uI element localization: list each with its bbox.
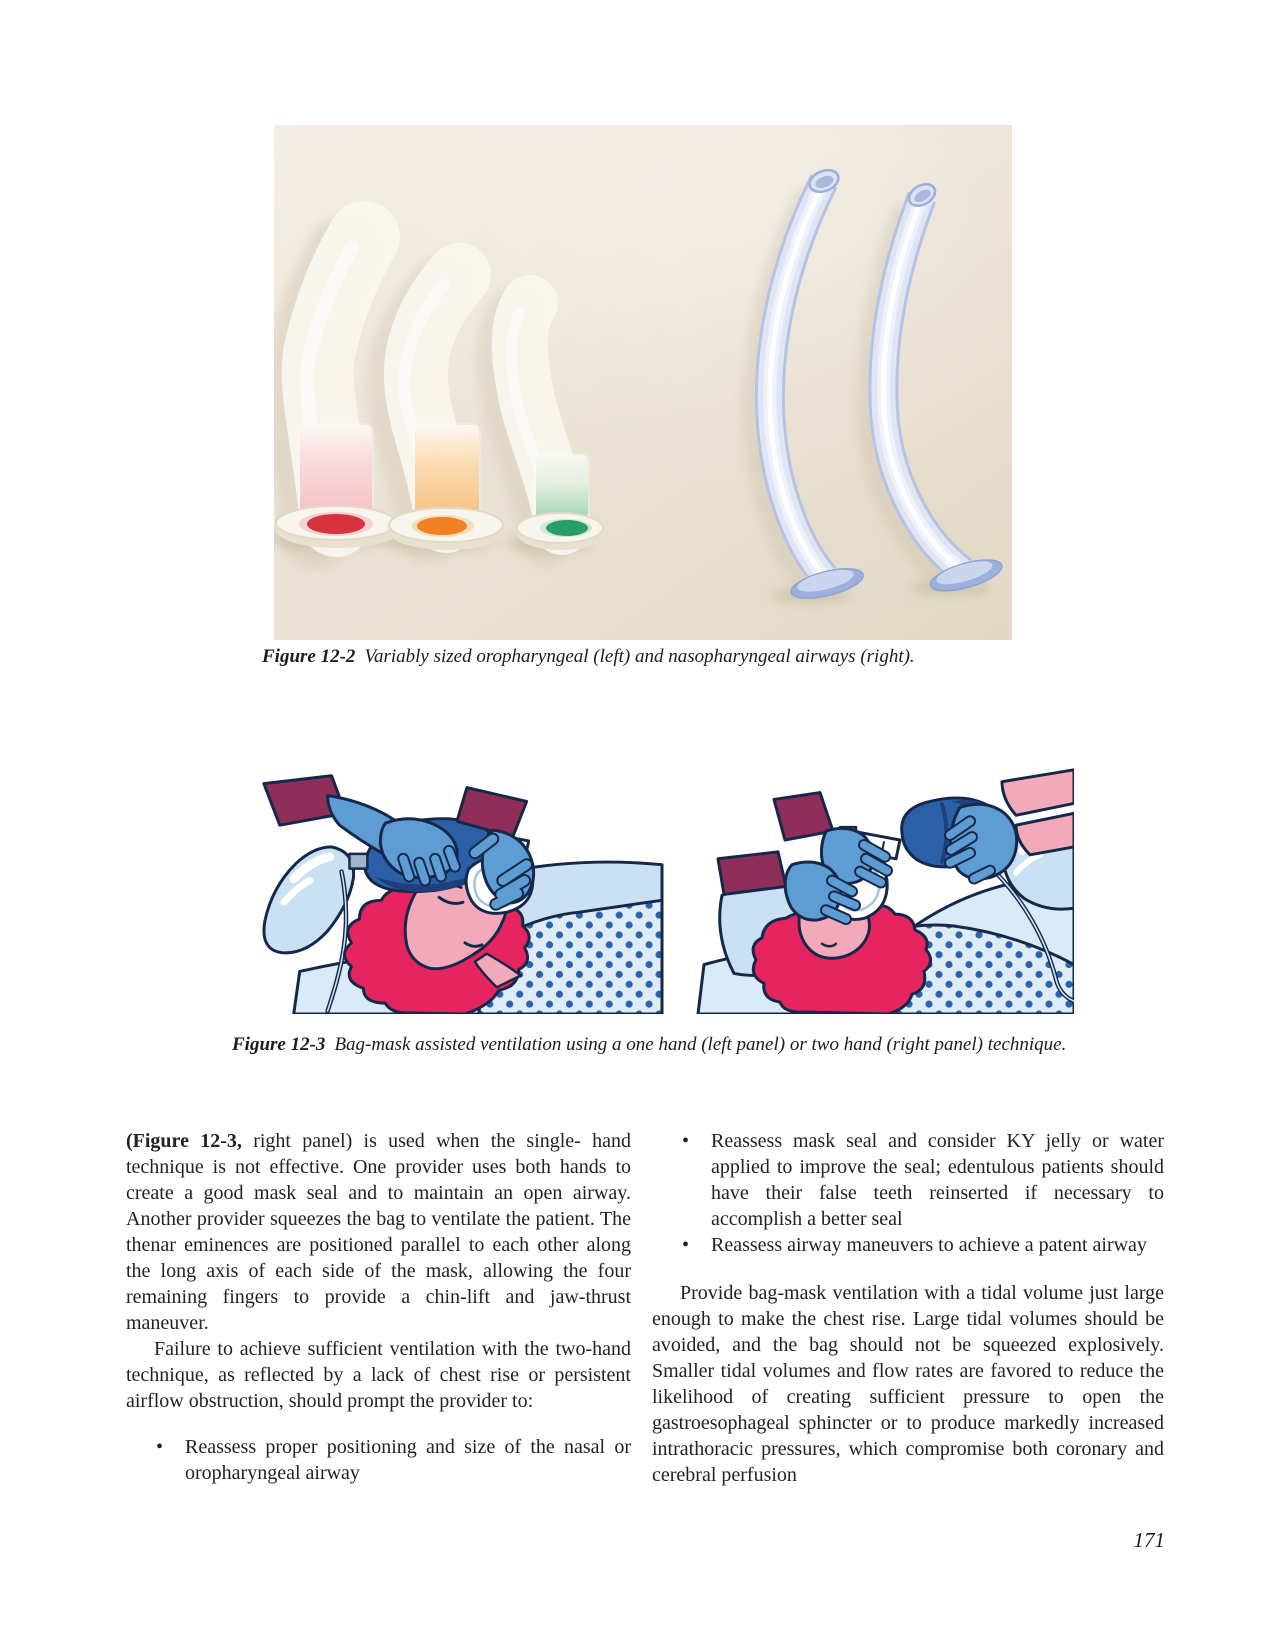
fingers	[860, 845, 887, 883]
figure-12-3-caption	[232, 1034, 1066, 1056]
bullet-list	[126, 1434, 631, 1486]
page-number: 171	[1133, 1528, 1165, 1552]
figure-12-2-photo	[274, 125, 1012, 640]
list-item-text: Reassess airway maneuvers to achieve a patent airway	[711, 1234, 1147, 1256]
list-item-text: Reassess proper positioning and size of the nasal or oropharyngeal airway	[185, 1436, 631, 1484]
provider-sleeve	[718, 852, 786, 895]
figure-12-2-caption	[262, 646, 915, 668]
green-size-indicator	[546, 520, 588, 536]
bullet-list	[652, 1128, 1164, 1258]
paragraph-text: right panel) is used when the single- hand technique is not effective. One provider uses both hands to create a good mask seal and to maintain an open airway. Another provider squeezes the bag to ventilate the patient. The thenar eminences are positioned parallel to each other along the long axis of each side of the mask, allowing the four remaining fingers to provide a chin-lift and jaw-thrust maneuver.	[126, 1130, 632, 1334]
provider-forearm	[1016, 813, 1074, 855]
one-hand-technique-panel	[236, 752, 664, 1014]
list-item	[652, 1128, 1164, 1232]
figure-12-3-caption-text: Bag-mask assisted ventilation using a one hand (left panel) or two hand (right panel) technique.	[334, 1034, 1067, 1055]
paragraph	[126, 1128, 631, 1336]
provider-forearm	[1002, 770, 1074, 815]
orange-size-indicator	[417, 517, 467, 535]
figure-12-2-caption-text: Variably sized oropharyngeal (left) and nasopharyngeal airways (right).	[364, 646, 915, 667]
left-text-column	[126, 1128, 631, 1486]
list-item	[652, 1232, 1164, 1258]
figure-12-3-illustration	[236, 752, 1074, 1014]
figure-12-3-label: Figure 12-3	[232, 1034, 326, 1055]
airways-photo	[274, 125, 1012, 640]
list-item-text: Reassess mask seal and consider KY jelly or water applied to improve the seal; edentulous patients should have their false teeth reinserted if necessary to accomplish a better seal	[711, 1130, 1164, 1230]
figure-reference-bold: (Figure 12-3,	[126, 1130, 242, 1152]
red-size-indicator	[307, 514, 365, 534]
two-hand-technique-panel	[674, 752, 1074, 1014]
list-item	[126, 1434, 631, 1486]
figure-12-2-label: Figure 12-2	[262, 646, 356, 667]
bag-inlet-valve	[349, 854, 367, 869]
paragraph: Failure to achieve sufficient ventilation with the two-hand technique, as reflected by a lack of chest rise or persistent airflow obstruction, should prompt the provider to:	[126, 1338, 631, 1412]
paragraph: Provide bag-mask ventilation with a tidal volume just large enough to make the chest rise. Large tidal volumes should be avoided, and the bag should not be squeezed explosively. Smaller tidal volumes and flow rates are favored to reduce the likelihood of creating sufficient pressure to open the gastroesophageal sphincter or to produce markedly increased intrathoracic pressures, which compromise both coronary and cerebral perfusion	[652, 1282, 1164, 1486]
right-text-column	[652, 1128, 1164, 1488]
